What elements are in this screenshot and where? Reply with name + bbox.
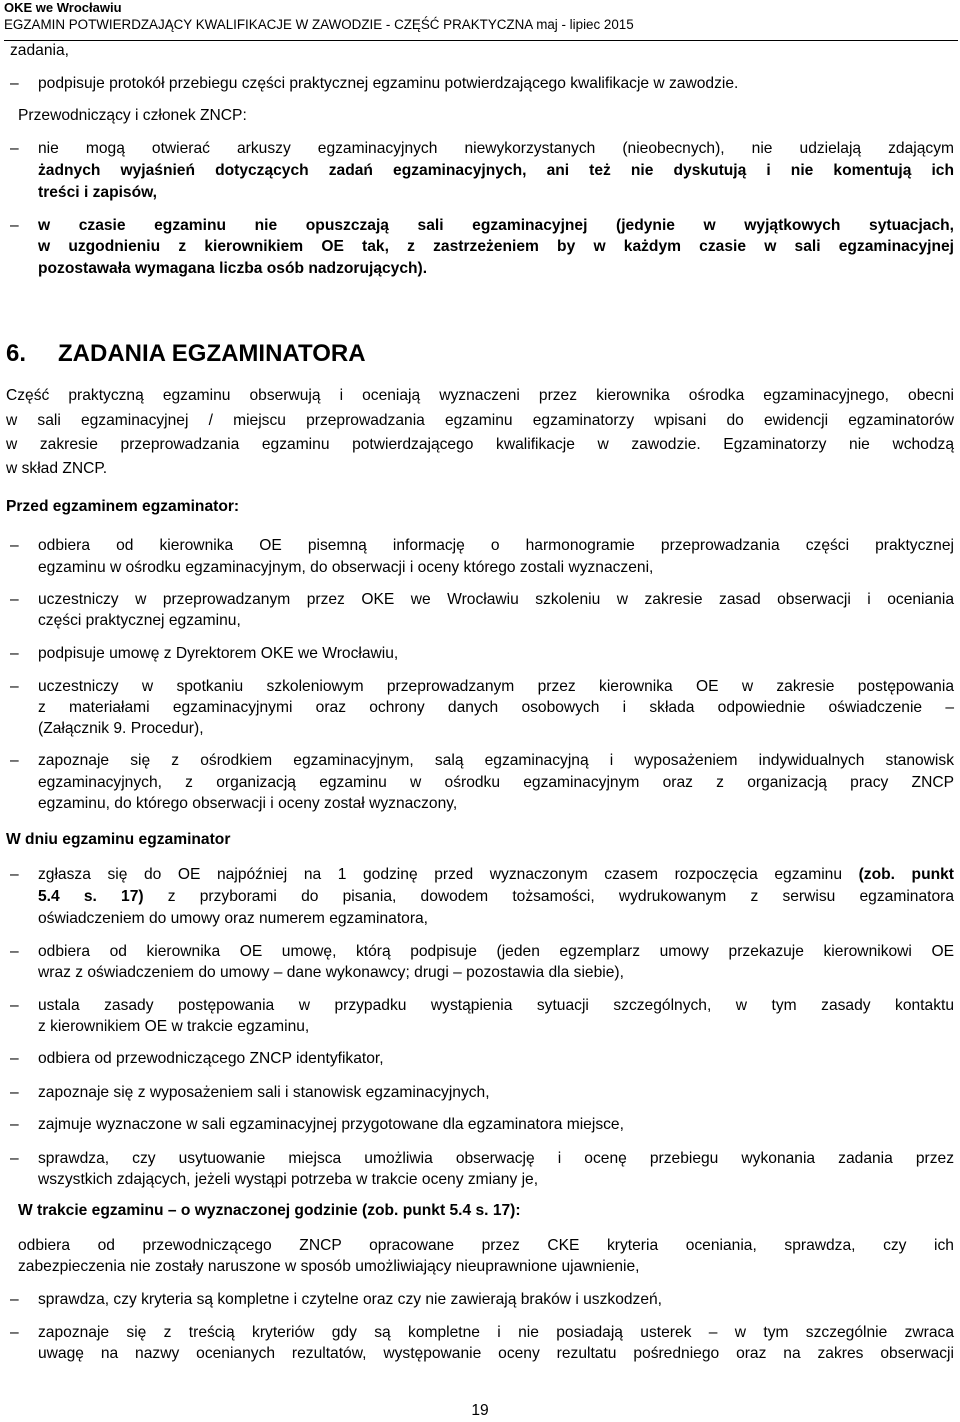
list-bullet-dash: – xyxy=(10,1084,19,1101)
text-line: zgłasza się do OE najpóźniej na 1 godzinę przed wyznaczonym czasem rozpoczęcia egzaminu (zob. punkt xyxy=(38,866,954,883)
list-bullet-dash: – xyxy=(10,1150,19,1167)
page-number: 19 xyxy=(471,1402,489,1419)
text-line: uczestniczy w przeprowadzanym przez OKE we Wrocławiu szkoleniu w zakresie zasad obserwacji i oceniania xyxy=(38,591,954,608)
text-line: w skład ZNCP. xyxy=(6,460,108,477)
text-line: egzaminacyjnych, z organizacją egzaminu w ośrodku egzaminacyjnym oraz z organizacją pracy ZNCP xyxy=(38,774,954,791)
text-line: sprawdza, czy usytuowanie miejsca umożliwia obserwację i ocenę przebiegu wykonania zadania przez xyxy=(38,1150,954,1167)
text-line: sprawdza, czy kryteria są kompletne i czytelne oraz czy nie zawierają braków i uszkodzeń, xyxy=(38,1291,663,1308)
text-line: W trakcie egzaminu – o wyznaczonej godzinie (zob. punkt 5.4 s. 17): xyxy=(18,1202,521,1219)
text-line: żadnych wyjaśnień dotyczących zadań egzaminacyjnych, ani też nie dyskutują i nie komentują ich xyxy=(38,162,954,179)
list-bullet-dash: – xyxy=(10,217,19,234)
text-line: zabezpieczenia nie zostały naruszone w sposób umożliwiający nieuprawnione ujawnienie, xyxy=(18,1258,640,1275)
text-line: wszystkich zdających, jeżeli wystąpi potrzeba w trakcie oceny zmiany je, xyxy=(38,1171,539,1188)
text-line: zajmuje wyznaczone w sali egzaminacyjnej przygotowane dla egzaminatora miejsce, xyxy=(38,1116,624,1133)
list-bullet-dash: – xyxy=(10,1291,19,1308)
text-line: 5.4 s. 17) z przyborami do pisania, dowodem tożsamości, wydrukowanym z serwisu egzaminatora xyxy=(38,888,954,905)
list-bullet-dash: – xyxy=(10,645,19,662)
text-line: nie mogą otwierać arkuszy egzaminacyjnych niewykorzystanych (nieobecnych), nie udzielają zdającym xyxy=(38,140,954,157)
list-bullet-dash: – xyxy=(10,75,19,92)
text-line: Część praktyczną egzaminu obserwują i oceniają wyznaczeni przez kierownika ośrodka egzaminacyjnego, obecni xyxy=(6,387,954,404)
text-line: W dniu egzaminu egzaminator xyxy=(6,831,231,848)
list-bullet-dash: – xyxy=(10,537,19,554)
text-line: uczestniczy w spotkaniu szkoleniowym przeprowadzanym przez kierownika OE w zakresie postępowania xyxy=(38,678,954,695)
list-bullet-dash: – xyxy=(10,1050,19,1067)
text-line: ustala zasady postępowania w przypadku wystąpienia sytuacji szczególnych, w tym zasady kontaktu xyxy=(38,997,954,1014)
list-bullet-dash: – xyxy=(10,866,19,883)
text-line: odbiera od kierownika OE umowę, którą podpisuje (jeden egzemplarz umowy przekazuje kierownikowi OE xyxy=(38,943,954,960)
text-line: części praktycznej egzaminu, xyxy=(38,612,241,629)
section-number: 6. xyxy=(6,340,27,367)
list-bullet-dash: – xyxy=(10,943,19,960)
text-line: uwagę na nazwy ocenianych rezultatów, występowanie oceny rezultatu pośredniego oraz na zakres obserwacji xyxy=(38,1345,954,1362)
text-line: z materiałami egzaminacyjnymi oraz ochrony danych osobowych i składa odpowiednie oświadczenie – xyxy=(38,699,954,716)
header-title: EGZAMIN POTWIERDZAJĄCY KWALIFIKACJE W ZAWODZIE - CZĘŚĆ PRAKTYCZNA maj - lipiec 2015 xyxy=(4,17,634,32)
text-line: wraz z oświadczeniem do umowy – dane wykonawcy; drugi – pozostawia dla siebie), xyxy=(38,964,624,981)
text-line: odbiera od kierownika OE pisemną informację o harmonogramie przeprowadzania części praktycznej xyxy=(38,537,954,554)
text-line: zadania, xyxy=(10,42,69,59)
list-bullet-dash: – xyxy=(10,1116,19,1133)
text-line: z kierownikiem OE w trakcie egzaminu, xyxy=(38,1018,310,1035)
text-line: egzaminu w ośrodku egzaminacyjnym, do obserwacji i oceny którego zostali wyznaczeni, xyxy=(38,559,654,576)
text-line: Przewodniczący i członek ZNCP: xyxy=(18,107,247,124)
section-title: ZADANIA EGZAMINATORA xyxy=(58,340,366,367)
text-line: w uzgodnieniu z kierownikiem OE tak, z zastrzeżeniem by w każdym czasie w sali egzaminacyjnej xyxy=(38,238,954,255)
text-line: (Załącznik 9. Procedur), xyxy=(38,720,204,737)
text-line: zapoznaje się z ośrodkiem egzaminacyjnym, salą egzaminacyjną i wyposażeniem indywidualnych stanowisk xyxy=(38,752,954,769)
text-line: pozostawała wymagana liczba osób nadzorujących). xyxy=(38,260,428,277)
list-bullet-dash: – xyxy=(10,591,19,608)
list-bullet-dash: – xyxy=(10,752,19,769)
text-line: podpisuje protokół przebiegu części praktycznej egzaminu potwierdzającego kwalifikacje w zawodzie. xyxy=(38,75,739,92)
text-line: zapoznaje się z wyposażeniem sali i stanowisk egzaminacyjnych, xyxy=(38,1084,490,1101)
list-bullet-dash: – xyxy=(10,997,19,1014)
text-line: oświadczeniem do umowy oraz numerem egzaminatora, xyxy=(38,910,429,927)
text-line: w zakresie przeprowadzania egzaminu potwierdzającego kwalifikacje w zawodzie. Egzaminatorzy nie wchodzą xyxy=(6,436,954,453)
text-line: podpisuje umowę z Dyrektorem OKE we Wrocławiu, xyxy=(38,645,399,662)
list-bullet-dash: – xyxy=(10,140,19,157)
page-header xyxy=(4,0,958,41)
header-org: OKE we Wrocławiu xyxy=(4,0,122,15)
text-line: Przed egzaminem egzaminator: xyxy=(6,498,240,515)
text-line: egzaminu, do którego obserwacji i oceny został wyznaczony, xyxy=(38,795,458,812)
text-line: zapoznaje się z treścią kryteriów gdy są kompletne i nie posiadają usterek – w tym szczególnie zwraca xyxy=(38,1324,954,1341)
text-line: odbiera od przewodniczącego ZNCP identyfikator, xyxy=(38,1050,384,1067)
list-bullet-dash: – xyxy=(10,678,19,695)
text-line: odbiera od przewodniczącego ZNCP opracowane przez CKE kryteria oceniania, sprawdza, czy ich xyxy=(18,1237,954,1254)
text-line: treści i zapisów, xyxy=(38,184,158,201)
text-line: w sali egzaminacyjnej / miejscu przeprowadzania egzaminu egzaminatorzy wpisani do ewidencji egzaminatorów xyxy=(6,412,954,429)
section-heading xyxy=(6,340,366,368)
text-line: w czasie egzaminu nie opuszczają sali egzaminacyjnej (jedynie w wyjątkowych sytuacjach, xyxy=(38,217,954,234)
list-bullet-dash: – xyxy=(10,1324,19,1341)
